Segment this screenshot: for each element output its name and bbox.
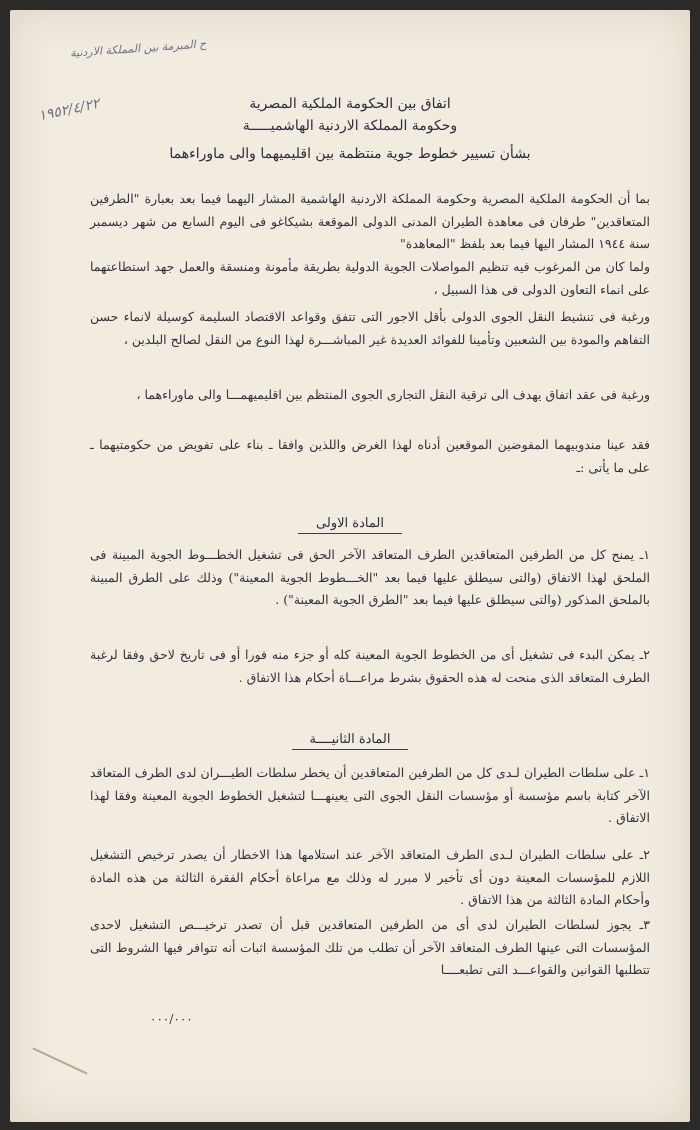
preamble-paragraph-1: بما أن الحكومة الملكية المصرية وحكومة المملكة الاردنية الهاشمية المشار اليهما فيما بعد بعبارة "الطرفين المتعاقدين" طرفان فى معاهدة الطيران المدنى الدولى الموقعة بشيكاغو فى اليوم السابع من شهر ديسمبر سنة ١٩٤٤ المشار اليها فيما بعد بلفظ "المعاهدة" (90, 191, 650, 251)
paper-crease (32, 1047, 87, 1074)
continuation-marker: ٠٠٠/٠٠٠ (150, 1012, 193, 1026)
article-1-clause-2: ٢ـ يمكن البدء فى تشغيل أى من الخطوط الجوية المعينة كله أو جزء منه فورا أو فى تاريخ لاحق وفقا لرغبة الطرف المتعاقد الذى منحت له هذه الحقوق بشرط مراعـــاة أحكام هذا الاتفاق . (90, 647, 650, 685)
article-2-clause-2: ٢ـ على سلطات الطيران لـدى الطرف المتعاقد الآخر عند استلامها هذا الاخطار أن يصدر ترخيص التشغيل اللازم للمؤسسات المعينة دون أى تأخير لا مبرر له وذلك مع مراعاة أحكام الفقرة الثالثة من هذه المادة وأحكام المادة الثالثة من هذا الاتفاق . (90, 847, 650, 907)
title-line-2: وحكومة المملكة الاردنية الهاشميـــــة (242, 118, 458, 134)
document-page (10, 10, 690, 1122)
article-2-clause-3: ٣ـ يجوز لسلطات الطيران لدى أى من الطرفين المتعاقدين قبل أن تصدر ترخيـــص التشغيل لاحدى المؤسسات التى عينها الطرف المتعاقد الآخر أن تطلب من تلك المؤسسة اثبات أنه تتوافر فيها الشروط التى تتطلبها القوانين والقواعـــد التى تطبعــــا (90, 917, 650, 977)
preamble-paragraph-2: ولما كان من المرغوب فيه تنظيم المواصلات الجوية الدولية بطريقة مأمونة ومنسقة والعمل جهد استطاعتهما على انماء التعاون الدولى فى هذا السبيل ، (90, 259, 650, 297)
preamble-paragraph-4: ورغبة فى عقد اتفاق يهدف الى ترقية النقل التجارى الجوى المنتظم بين اقليميهمـــا والى ماوراءهما ، (136, 387, 650, 402)
title-line-3: بشأن تسيير خطوط جوية منتظمة بين اقليميهما والى ماوراءهما (169, 146, 531, 162)
preamble-paragraph-3: ورغبة فى تنشيط النقل الجوى الدولى بأقل الاجور التى تتفق وقواعد الاقتصاد السليمة كوسيلة لانماء حسن التفاهم والمودة بين الشعبين وتأمينا للفوائد العديدة غير المباشـــرة لهذا النوع من النقل لصالح البلدين ، (90, 309, 650, 347)
handwritten-date: ١٩٥٢/٤/٢٢ (37, 95, 102, 125)
preamble-paragraph-5: فقد عينا مندوبيهما المفوضين الموقعين أدناه لهذا الغرض واللذين وافقا ـ بناء على تفويض من حكومتيهما ـ على ما يأتى :ـ (90, 437, 650, 475)
title-line-1: اتفاق بين الحكومة الملكية المصرية (249, 96, 451, 112)
handwritten-annotation: ح المبرمة بين المملكة الاردنية (69, 37, 207, 60)
article-2-clause-1: ١ـ على سلطات الطيران لـدى كل من الطرفين المتعاقدين أن يخطر سلطات الطيـــران لدى الطرف المتعاقد الآخر كتابة باسم مؤسسة أو مؤسسات النقل الجوى التى يعينهـــا لتشغيل الخطوط الجوية المعينة وفقا لهذا الاتفاق . (90, 765, 650, 825)
article-1-heading: المادة الاولى (10, 516, 690, 531)
article-1-clause-1: ١ـ يمنح كل من الطرفين المتعاقدين الطرف المتعاقد الآخر الحق فى تشغيل الخطـــوط الجوية المبينة فى الملحق لهذا الاتفاق (والتى سيطلق عليها فيما بعد "الخـــطوط الجوية المعينة") وذلك على الطرق المبينة بالملحق المذكور (والتى سيطلق عليها فيما بعد "الطرق الجوية المعينة") . (90, 547, 650, 607)
article-2-heading: المادة الثانيــــة (10, 732, 690, 747)
